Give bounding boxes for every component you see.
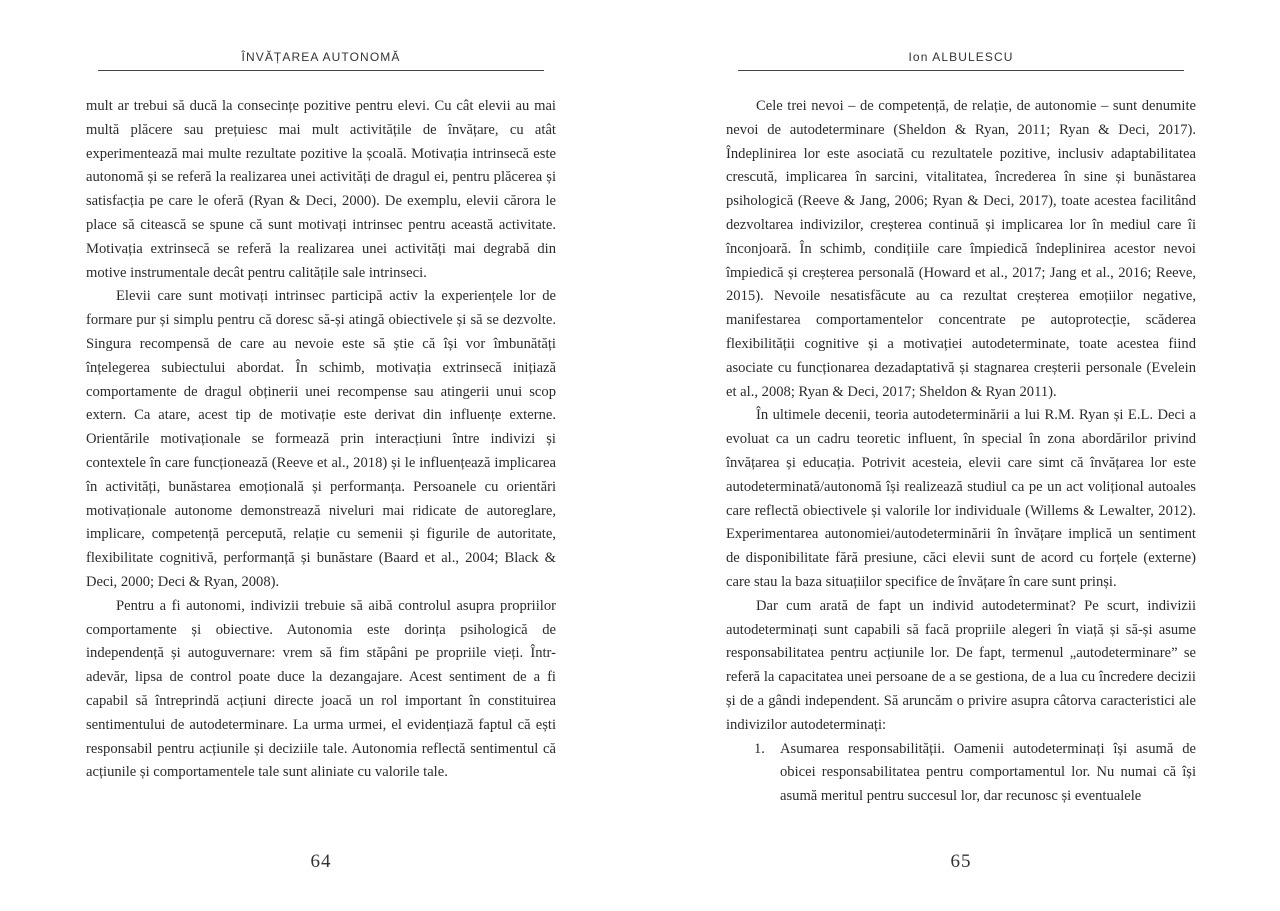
list-item-number: 1. <box>754 740 765 757</box>
page-number-right: 65 <box>950 851 972 872</box>
paragraph: mult ar trebui să ducă la consecințe pozitive pentru elevi. Cu cât elevii au mai multă plăcere sau prețuiesc mai mult activitățile de învățare, cu atât experimentează mai multe rezultate pozitive la școală. Motivația intrinsecă este autonomă și se referă la realizarea unei activități de dragul ei, pentru plăcerea și satisfacția pe care le oferă (Ryan & Deci, 2000). De exemplu, elevii cărora le place să citească se spune că sunt motivați intrinsec pentru această activitate. Motivația extrinsecă se referă la realizarea unei activități mai degrabă din motive instrumentale decât pentru calitățile sale intrinseci. <box>86 98 556 281</box>
characteristics-list <box>726 738 1196 809</box>
left-page <box>86 0 556 911</box>
left-page-body <box>86 95 556 785</box>
page-number-left: 64 <box>310 851 332 872</box>
right-page <box>726 0 1196 911</box>
paragraph: Cele trei nevoi – de competență, de relație, de autonomie – sunt denumite nevoi de autodeterminare (Sheldon & Ryan, 2011; Ryan & Deci, 2017). Îndeplinirea lor este asociată cu rezultatele pozitive, inclusiv adaptabilitatea crescută, implicarea în sarcini, vitalitatea, încrederea în sine și bunăstarea psihologică (Reeve & Jang, 2006; Ryan & Deci, 2017), toate acestea facilitând dezvoltarea indivizilor, creșterea continuă și implicarea lor în mediul care îi înconjoară. În schimb, condițiile care împiedică îndeplinirea acestor nevoi împiedică și creșterea personală (Howard et al., 2017; Jang et al., 2016; Reeve, 2015). Nevoile nesatisfăcute au ca rezultat creșterea emoțiilor negative, manifestarea comportamentelor concentrate pe autoprotecție, scăderea flexibilității cognitive și a motivației autodeterminate, toate acestea fiind asociate cu funcționarea dezadaptativă și stagnarea creșterii personale (Evelein et al., 2008; Ryan & Deci, 2017; Sheldon & Ryan 2011). <box>726 98 1196 400</box>
paragraph: În ultimele decenii, teoria autodeterminării a lui R.M. Ryan și E.L. Deci a evoluat ca un cadru teoretic influent, în special în zona abordărilor privind învățarea și educația. Potrivit acesteia, elevii care simt că învățarea lor este autodeterminată/autonomă își realizează studiul ca pe un act volițional autoales care reflectă obiectivele și valorile lor individuale (Willems & Lewalter, 2012). Experimentarea autonomiei/autodeterminării în învățare implică un sentiment de disponibilitate fără presiune, căci elevii sunt de acord cu forțele (externe) care stau la baza situațiilor specifice de învățare în care sunt prinși. <box>726 407 1196 590</box>
running-head-left: ÎNVĂȚAREA AUTONOMĂ <box>98 50 544 71</box>
right-page-body <box>726 95 1196 809</box>
paragraph: Elevii care sunt motivați intrinsec participă activ la experiențele lor de formare pur și simplu pentru că doresc să-și atingă obiectivele și să se dezvolte. Singura recompensă de care au nevoie este să știe că își vor îmbunătăți înțelegerea subiectului abordat. În schimb, motivația extrinsecă inițiază comportamente de dragul obținerii unei recompense sau atingerii unui scop extern. Ca atare, acest tip de motivație este derivat din influențe externe. Orientările motivaționale se formează prin interacțiuni între indivizi și contextele în care funcționează (Reeve et al., 2018) și le influențează implicarea în activități, bunăstarea emoțională și performanța. Persoanele cu orientări motivaționale autonome demonstrează niveluri mai ridicate de autoreglare, implicare, competență percepută, relație cu semenii și figurile de autoritate, flexibilitate cognitivă, performanță și bunăstare (Baard et al., 2004; Black & Deci, 2000; Deci & Ryan, 2008). <box>86 288 556 590</box>
running-head-right: Ion ALBULESCU <box>738 50 1184 71</box>
list-item-text: Asumarea responsabilității. Oamenii autodeterminați își asumă de obicei responsabilitatea pentru comportamentul lor. Nu numai că își asumă meritul pentru succesul lor, dar recunosc și eventualele <box>780 740 1196 805</box>
list-item <box>726 738 1196 809</box>
paragraph: Dar cum arată de fapt un individ autodeterminat? Pe scurt, indivizii autodeterminați sunt capabili să facă propriile alegeri în viață și să-și asume responsabilitatea pentru acțiunile lor. De fapt, termenul „autodeterminare” se referă la capacitatea unei persoane de a se gestiona, de a lua cu încredere decizii și de a gândi independent. Să aruncăm o privire asupra câtorva caracteristici ale indivizilor autodeterminați: <box>726 597 1196 733</box>
paragraph: Pentru a fi autonomi, indivizii trebuie să aibă controlul asupra propriilor comportamente și obiective. Autonomia este dorința psihologică de independență și autoguvernare: vrem să fim stăpâni pe propriile vieți. Într-adevăr, lipsa de control poate duce la dezangajare. Acest sentiment de a fi capabil să întreprindă acțiuni directe joacă un rol important în constituirea sentimentului de autodeterminare. La urma urmei, el evidențiază faptul că ești responsabil pentru acțiunile și deciziile tale. Autonomia reflectă sentimentul că acțiunile și comportamentele tale sunt aliniate cu valorile tale. <box>86 597 556 781</box>
